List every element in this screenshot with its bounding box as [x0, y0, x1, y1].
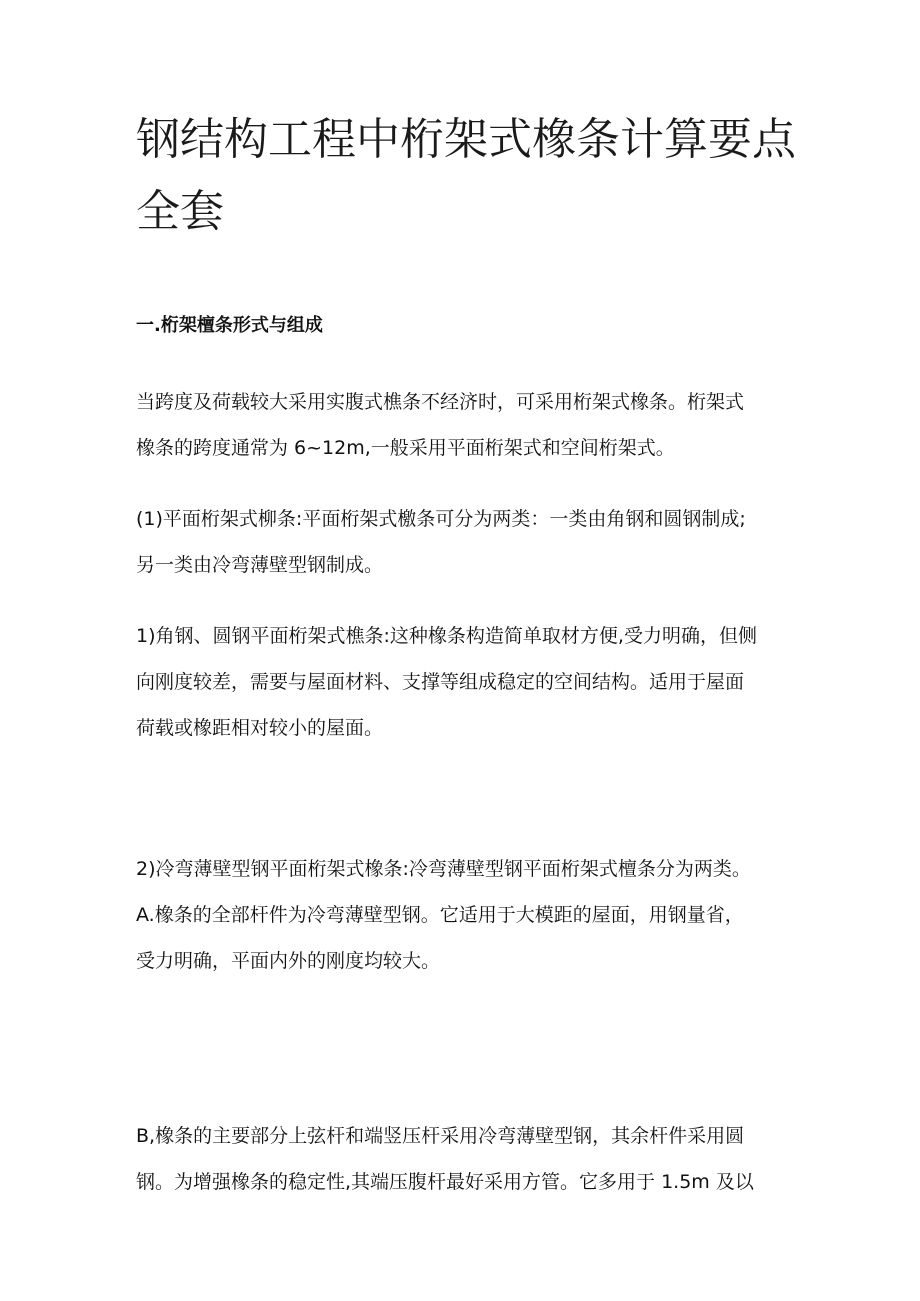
paragraph-2	[136, 496, 796, 588]
paragraph-line: A.橡条的全部杆件为冷弯薄壁型钢。它适用于大模距的屋面，用钢量省，	[136, 904, 744, 926]
paragraph-line: (1)平面桁架式柳条:平面桁架式檄条可分为两类：一类由角钢和圆钢制成;	[136, 508, 746, 530]
paragraph-line: 受力明确，平面内外的刚度均较大。	[136, 950, 441, 972]
paragraph-line: 2)冷弯薄壁型钢平面桁架式橡条:冷弯薄壁型钢平面桁架式檀条分为两类。	[136, 858, 751, 880]
paragraph-line: 荷载或橡距相对较小的屋面。	[136, 717, 384, 739]
paragraph-line: B,橡条的主要部分上弦杆和端竖压杆采用冷弯薄壁型钢，其余杆件采用圆	[136, 1125, 745, 1147]
title-line-1: 钢结构工程中桁架式橡条计算要点	[136, 114, 796, 165]
paragraph-line: 钢。为增强橡条的稳定性,其端压腹杆最好采用方管。它多用于 1.5m 及以	[136, 1171, 754, 1193]
title-line-2: 全套	[136, 186, 224, 237]
section-heading: 一.桁架檀条形式与组成	[136, 315, 323, 336]
paragraph-line: 当跨度及荷载较大采用实腹式樵条不经济时，可采用桁架式橡条。桁架式	[136, 391, 745, 413]
paragraph-line: 向刚度较差，需要与屋面材料、支撑等组成稳定的空间结构。适用于屋面	[136, 671, 745, 693]
paragraph-line: 另一类由冷弯薄壁型钢制成。	[136, 554, 384, 576]
document-title	[136, 104, 796, 248]
paragraph-5	[136, 1113, 796, 1205]
paragraph-4	[136, 846, 796, 984]
paragraph-line: 橡条的跨度通常为 6~12m,一般采用平面桁架式和空间桁架式。	[136, 437, 675, 459]
paragraph-1	[136, 379, 796, 471]
paragraph-3	[136, 613, 796, 751]
paragraph-line: 1)角钢、圆钢平面桁架式樵条:这种橡条构造简单取材方便,受力明确，但侧	[136, 625, 757, 647]
